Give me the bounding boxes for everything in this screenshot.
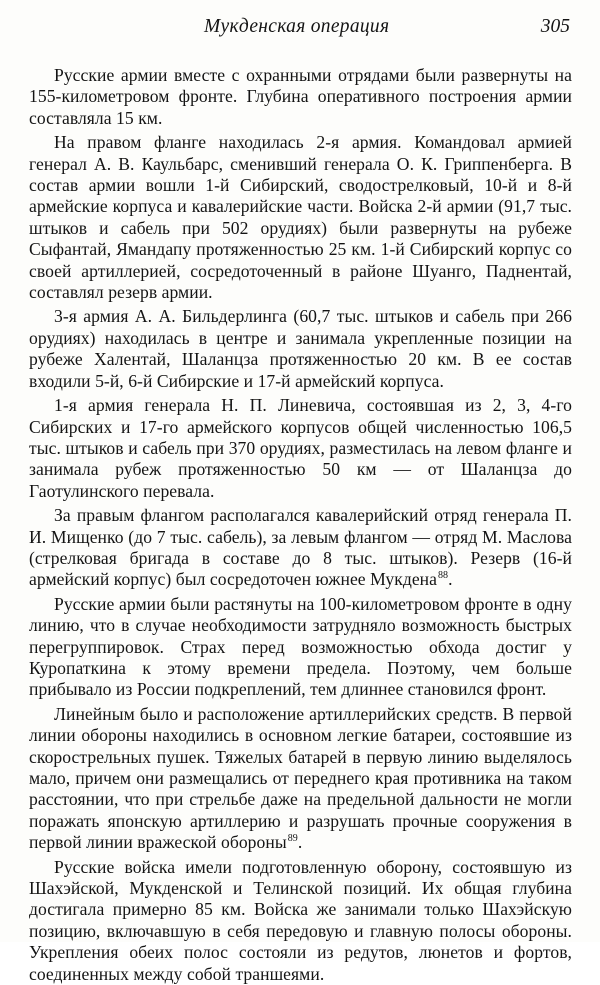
paragraph: Линейным было и расположение артиллерийских средств. В первой линии обороны находились в основном легкие батареи, состоявшие из скорострельных пушек. Тяжелых батарей в первую линию выделялось мало, причем они размещались от переднего края противника на таком расстоянии, что при стрельбе даже на предельной дальности не могли поражать японскую артиллерию и разрушать прочные сооружения в первой линии вражеской обороны$^{89}$. — [29, 703, 572, 853]
paragraph — [29, 857, 572, 985]
footnote-reference: 88 — [438, 570, 449, 582]
paragraph-text: Русские армии были растянуты на 100-километровом фронте в одну линию, что в случае необходимости затрудняло возможность быстрых перегруппировок. Страх перед возможностью обхода достиг у Куропаткина к этому времени предела. Поэтому, чем больше прибывало из России подкреплений, тем длиннее становился фронт. — [29, 593, 572, 700]
paragraph — [29, 65, 572, 129]
paragraph-text: На правом фланге находилась 2-я армия. Командовал армией генерал А. В. Каульбарс, сменивший генерала О. К. Гриппенберга. В состав армии вошли 1-й Сибирский, сводострелковый, 10-й и 8-й армейские корпуса и кавалерийские части. Войска 2-й армии (91,7 тыс. штыков и сабель при 502 орудиях) были развернуты на рубеже Сыфантай, Ямандапу протяженностью 25 км. 1-й Сибирский корпус со своей артиллерией, сосредоточенный в районе Шуанго, Паднентай, составлял резерв армии. — [29, 132, 572, 303]
paragraph-text: Русские войска имели подготовленную оборону, состоявшую из Шахэйской, Мукденской и Телинской позиций. Их общая глубина достигала примерно 85 км. Войска же занимали только Шахэйскую позицию, включавшую в себя передовую и главную полосы обороны. Укрепления обеих полос состояли из редутов, люнетов и фортов, соединенных между собой траншеями. — [29, 856, 572, 984]
running-title: Мукденская операция — [204, 16, 390, 37]
body-text — [29, 65, 572, 985]
paragraph — [29, 306, 572, 392]
paragraph-text: 3-я армия А. А. Бильдерлинга (60,7 тыс. штыков и сабель при 266 орудиях) находилась в центре и занимала укрепленные позиции на рубеже Халентай, Шаланцза протяженностью 20 км. В ее состав входили 5-й, 6-й Сибирские и 17-й армейский корпуса. — [29, 306, 572, 391]
paragraph — [29, 395, 572, 502]
paragraph-text: За правым флангом располагался кавалерийский отряд генерала П. И. Мищенко (до 7 тыс. сабель), за левым флангом — отряд М. Маслова (стрелковая бригада в составе до 8 тыс. штыков). Резерв (16-й армейский корпус) был сосредоточен южнее Мукдена — [29, 505, 572, 590]
paragraph-text: Линейным было и расположение артиллерийских средств. В первой линии обороны находились в основном легкие батареи, состоявшие из скорострельных пушек. Тяжелых батарей в первую линию выделялось мало, причем они размещались от переднего края противника на таком расстоянии, что при стрельбе даже на предельной дальности не могли поражать японскую артиллерию и разрушать прочные сооружения в первой линии вражеской обороны — [29, 703, 572, 853]
page-number: 305 — [540, 16, 570, 37]
paragraph: За правым флангом располагался кавалерийский отряд генерала П. И. Мищенко (до 7 тыс. сабель), за левым флангом — отряд М. Маслова (стрелковая бригада в составе до 8 тыс. штыков). Резерв (16-й армейский корпус) был сосредоточен южнее Мукдена$^{88}$. — [29, 505, 572, 590]
footnote-reference: 89 — [287, 833, 298, 845]
paragraph-text: 1-я армия генерала Н. П. Линевича, состоявшая из 2, 3, 4-го Сибирских и 17-го армейского корпусов общей численностью 106,5 тыс. штыков и сабель при 370 орудиях, разместилась на левом фланге и занимала рубеж протяженностью 50 км — от Шаланцза до Гаотулинского перевала. — [29, 395, 572, 501]
paragraph-text: Русские армии вместе с охранными отрядами были развернуты на 155-километровом фронте. Глубина оперативного построения армии составляла 15 км. — [29, 65, 572, 128]
running-header — [29, 16, 572, 42]
paragraph — [29, 594, 572, 701]
paragraph — [29, 132, 572, 303]
